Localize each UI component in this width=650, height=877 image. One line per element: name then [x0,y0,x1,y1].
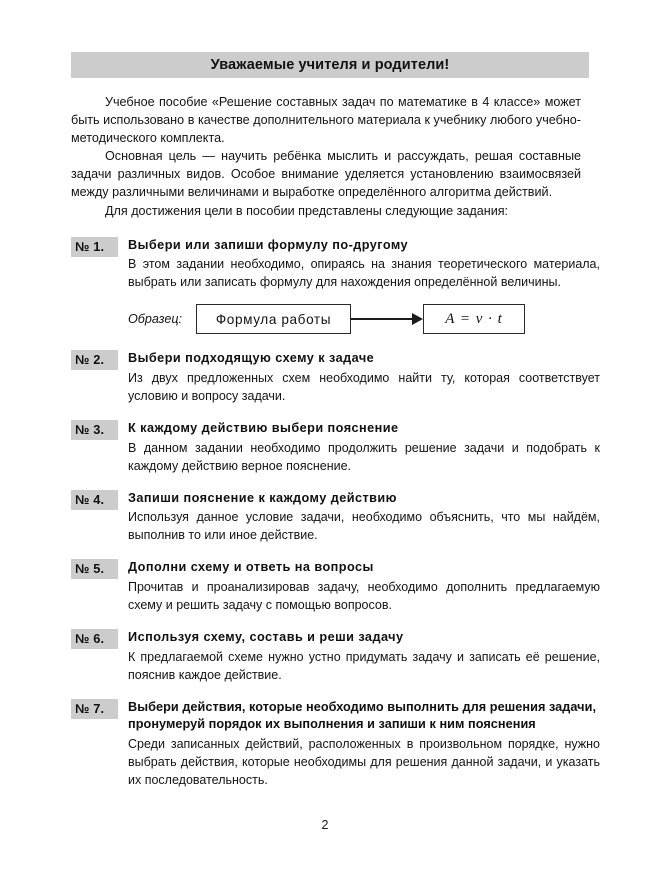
task-item [71,490,600,545]
task-list [71,237,600,789]
task-badge-2: № 2. [71,350,118,370]
task-body-7 [128,699,600,789]
sample-box-work: Формула работы [196,304,351,334]
task-description-2: Из двух предложенных схем необходимо найти ту, которая соответствует условию и вопросу задачи. [128,370,600,403]
task-badge-3: № 3. [71,420,118,440]
task-description-3: В данном задании необходимо продолжить решение задачи и подобрать к каждому действию верное пояснение. [128,440,600,473]
task-body-5 [128,559,600,614]
header-band [71,52,589,78]
arrow-right-icon [351,313,423,325]
task-item [71,699,600,789]
task-description-7: Среди записанных действий, расположенных в произвольном порядке, нужно выбрать действия, которые необходимы для решения данной задачи, и указать их последовательность. [128,736,600,787]
task-title-3: К каждому действию выбери пояснение [128,421,399,436]
intro-paragraph-1: Учебное пособие «Решение составных задач по математике в 4 классе» может быть использовано в качестве дополнительного материала к учебнику любого учебно-методического комплекта. [71,95,581,146]
task-description-5: Прочитав и проанализировав задачу, необходимо дополнить предлагаемую схему и решить задачу с помощью вопросов. [128,579,600,612]
task-item [71,350,600,405]
task-body-6 [128,629,600,684]
task-description-6: К предлагаемой схеме нужно устно придумать задачу и записать её решение, пояснив каждое действие. [128,649,600,682]
intro-paragraph-3: Для достижения цели в пособии представлены следующие задания: [105,203,509,218]
task-badge-4: № 4. [71,490,118,510]
task-badge-1: № 1. [71,237,118,257]
task-body-1 [128,237,600,336]
sample-label: Образец: [128,312,183,327]
task-title-7: Выбери действия, которые необходимо выполнить для решения задачи, пронумеруй порядок их выполнения и запиши к ним пояснения [128,699,597,732]
task-item [71,629,600,684]
task-title-5: Дополни схему и ответь на вопросы [128,560,374,575]
task-item [71,420,600,475]
intro-section [71,93,581,220]
task-title-1: Выбери или запиши формулу по-другому [128,237,409,252]
task-item [71,237,600,336]
intro-paragraph-2: Основная цель — научить ребёнка мыслить и рассуждать, решая составные задачи различных видов. Особое внимание уделяется установлению взаимосвязей между различными величинами и выработке определённого алгоритма действий. [71,149,581,200]
task-title-4: Запиши пояснение к каждому действию [128,490,397,505]
arrow-head [412,313,423,325]
page-number: 2 [321,818,329,832]
page-content [71,52,600,789]
arrow-shaft [351,318,415,320]
task-badge-6: № 6. [71,629,118,649]
sample-diagram [128,303,600,335]
task-item [71,559,600,614]
task-description-1: В этом задании необходимо, опираясь на знания теоретического материала, выбрать или записать формулу для нахождения определённой величины. [128,257,600,290]
task-title-2: Выбери подходящую схему к задаче [128,351,375,366]
task-body-4 [128,490,600,545]
task-badge-7: № 7. [71,699,118,719]
task-title-6: Используя схему, составь и реши задачу [128,630,404,645]
formula-text: A = v · t [445,310,503,327]
task-description-4: Используя данное условие задачи, необходимо объяснить, что мы найдём, выполнив то или иное действие. [128,510,600,543]
page-title: Уважаемые учителя и родители! [210,57,450,73]
task-body-2 [128,350,600,405]
task-body-3 [128,420,600,475]
task-badge-5: № 5. [71,559,118,579]
sample-box-formula [423,304,525,334]
